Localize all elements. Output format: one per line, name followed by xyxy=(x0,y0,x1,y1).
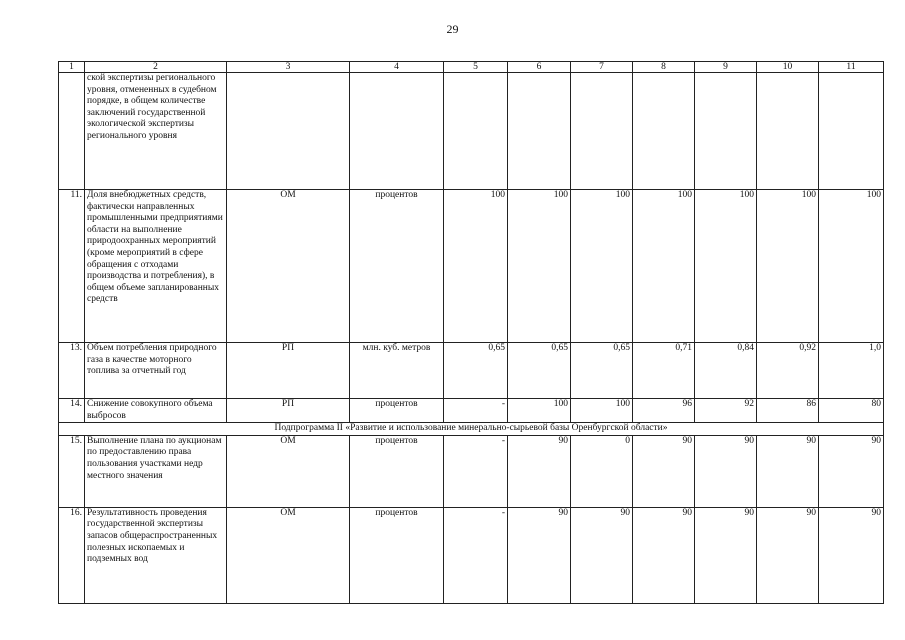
value-cell: 90 xyxy=(508,435,571,507)
value-cell: - xyxy=(444,399,508,423)
value-cell: 90 xyxy=(757,435,819,507)
value-cell: 90 xyxy=(571,507,633,603)
column-header: 4 xyxy=(350,62,444,73)
value-cell: 90 xyxy=(695,507,757,603)
value-cell: 0,65 xyxy=(508,343,571,399)
row-number: 14. xyxy=(59,399,85,423)
indicator-unit: процентов xyxy=(350,507,444,603)
indicator-type: ОМ xyxy=(227,507,350,603)
column-header: 9 xyxy=(695,62,757,73)
value-cell: 0 xyxy=(571,435,633,507)
value-cell: 90 xyxy=(508,507,571,603)
indicator-unit: процентов xyxy=(350,190,444,343)
column-header: 7 xyxy=(571,62,633,73)
table-row xyxy=(59,399,884,423)
indicator-unit: процентов xyxy=(350,435,444,507)
indicator-unit: млн. куб. метров xyxy=(350,343,444,399)
value-cell: 96 xyxy=(633,399,695,423)
indicator-type: ОМ xyxy=(227,190,350,343)
value-cell: 100 xyxy=(508,399,571,423)
indicator-name: Выполнение плана по аукционам по предоставлению права пользования участками недр местного значения xyxy=(85,435,227,507)
column-header: 6 xyxy=(508,62,571,73)
value-cell: 0,92 xyxy=(757,343,819,399)
value-cell: 80 xyxy=(819,399,884,423)
value-cell: 0,65 xyxy=(571,343,633,399)
table-row xyxy=(59,343,884,399)
value-cell: - xyxy=(444,507,508,603)
table-row xyxy=(59,507,884,603)
row-number: 15. xyxy=(59,435,85,507)
value-cell: 90 xyxy=(819,435,884,507)
value-cell: 100 xyxy=(633,190,695,343)
table-row-continuation xyxy=(59,73,884,190)
value-cell: 100 xyxy=(508,190,571,343)
column-header: 2 xyxy=(85,62,227,73)
indicator-type: РП xyxy=(227,343,350,399)
indicator-type: РП xyxy=(227,399,350,423)
indicator-name: Снижение совокупного объема выбросов xyxy=(85,399,227,423)
column-header: 5 xyxy=(444,62,508,73)
value-cell: 92 xyxy=(695,399,757,423)
indicator-unit: процентов xyxy=(350,399,444,423)
value-cell: 100 xyxy=(444,190,508,343)
value-cell: 100 xyxy=(571,190,633,343)
value-cell: 0,71 xyxy=(633,343,695,399)
indicator-name: Доля внебюджетных средств, фактически направленных промышленными предприятиями области на выполнение природоохранных мероприятий (кроме мероприятий в сфере обращения с отходами производства и потребления), в общем объеме запланированных средств xyxy=(85,190,227,343)
column-header: 1 xyxy=(59,62,85,73)
value-cell: 90 xyxy=(819,507,884,603)
subprogram-title: Подпрограмма II «Развитие и использование минерально-сырьевой базы Оренбургской области» xyxy=(59,423,884,436)
value-cell: 90 xyxy=(757,507,819,603)
indicator-name: Объем потребления природного газа в качестве моторного топлива за отчетный год xyxy=(85,343,227,399)
subprogram-row xyxy=(59,423,884,436)
value-cell: 90 xyxy=(633,507,695,603)
value-cell: 86 xyxy=(757,399,819,423)
table-row xyxy=(59,190,884,343)
value-cell: 100 xyxy=(571,399,633,423)
column-header: 11 xyxy=(819,62,884,73)
indicators-table xyxy=(58,61,884,604)
indicator-name: ской экспертизы регионального уровня, отмененных в судебном порядке, в общем количестве заключений государственной экологической экспертизы регионального уровня xyxy=(85,73,227,190)
value-cell: - xyxy=(444,435,508,507)
value-cell: 100 xyxy=(695,190,757,343)
column-header: 8 xyxy=(633,62,695,73)
column-header: 3 xyxy=(227,62,350,73)
value-cell: 1,0 xyxy=(819,343,884,399)
value-cell: 0,65 xyxy=(444,343,508,399)
column-number-row xyxy=(59,62,884,73)
value-cell: 0,84 xyxy=(695,343,757,399)
table-row xyxy=(59,435,884,507)
row-number: 16. xyxy=(59,507,85,603)
page-number: 29 xyxy=(446,22,459,36)
column-header: 10 xyxy=(757,62,819,73)
value-cell: 90 xyxy=(633,435,695,507)
value-cell: 90 xyxy=(695,435,757,507)
value-cell: 100 xyxy=(819,190,884,343)
value-cell: 100 xyxy=(757,190,819,343)
row-number: 11. xyxy=(59,190,85,343)
row-number: 13. xyxy=(59,343,85,399)
indicator-type: ОМ xyxy=(227,435,350,507)
indicator-name: Результативность проведения государственной экспертизы запасов общераспространенных полезных ископаемых и подземных вод xyxy=(85,507,227,603)
